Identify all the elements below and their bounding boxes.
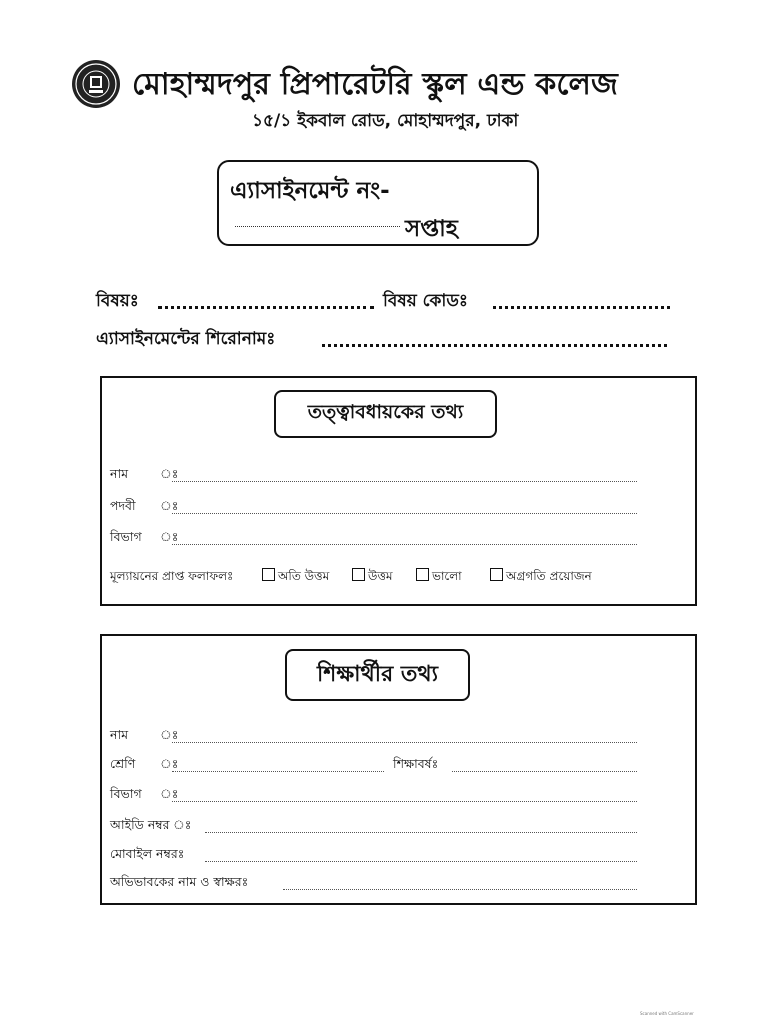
student-heading: শিক্ষার্থীর তথ্য (285, 649, 470, 701)
assignment-number-label: এ্যাসাইনমেন্ট নং- (230, 178, 390, 204)
checkbox-good-label: ভালো (432, 569, 462, 583)
assignment-title-line[interactable] (322, 330, 667, 347)
supervisor-department-colon: ঃ (160, 529, 179, 544)
student-name-field[interactable] (172, 742, 637, 743)
student-name-colon: ঃ (160, 727, 179, 742)
week-number-line[interactable] (235, 226, 400, 227)
checkbox-needs-improvement-label: অগ্রগতি প্রয়োজন (506, 569, 592, 583)
checkbox-excellent-label: অতি উত্তম (278, 569, 330, 583)
supervisor-designation-label: পদবী (110, 498, 136, 513)
checkbox-needs-improvement[interactable] (490, 568, 503, 581)
student-session-field[interactable] (452, 771, 637, 772)
subject-code-label: বিষয় কোডঃ (383, 291, 468, 311)
subject-code-line[interactable] (493, 292, 670, 309)
subject-label: বিষয়ঃ (96, 291, 139, 311)
supervisor-heading: তত্ত্বাবধায়কের তথ্য (274, 390, 497, 438)
supervisor-name-colon: ঃ (160, 466, 179, 481)
supervisor-department-field[interactable] (172, 544, 637, 545)
student-id-field[interactable] (205, 832, 637, 833)
supervisor-name-label: নাম (110, 466, 129, 481)
supervisor-designation-colon: ঃ (160, 498, 179, 513)
student-department-label: বিভাগ (110, 786, 142, 801)
student-class-label: শ্রেণি (110, 756, 136, 771)
guardian-name-signature-label: অভিভাবকের নাম ও স্বাক্ষরঃ (110, 874, 249, 889)
subject-line[interactable] (158, 292, 374, 309)
supervisor-name-field[interactable] (172, 481, 637, 482)
scan-stamp: Scanned with CamScanner (640, 1011, 694, 1016)
student-class-field[interactable] (172, 771, 384, 772)
checkbox-very-good-label: উত্তম (368, 569, 393, 583)
school-address: ১৫/১ ইকবাল রোড, মোহাম্মদপুর, ঢাকা (252, 111, 519, 131)
evaluation-result-label: মূল্যায়নের প্রাপ্ত ফলাফলঃ (110, 569, 234, 583)
week-label: সপ্তাহ (405, 216, 458, 242)
supervisor-designation-field[interactable] (172, 513, 637, 514)
student-session-label: শিক্ষাবর্ষঃ (393, 756, 439, 771)
supervisor-department-label: বিভাগ (110, 529, 142, 544)
checkbox-excellent[interactable] (262, 568, 275, 581)
assignment-title-label: এ্যাসাইনমেন্টের শিরোনামঃ (96, 329, 276, 349)
checkbox-very-good[interactable] (352, 568, 365, 581)
school-name: মোহাম্মদপুর প্রিপারেটরি স্কুল এন্ড কলেজ (132, 67, 619, 102)
student-department-field[interactable] (172, 801, 637, 802)
student-class-colon: ঃ (160, 756, 179, 771)
guardian-name-signature-field[interactable] (283, 889, 637, 890)
student-mobile-label: মোবাইল নম্বরঃ (110, 846, 185, 861)
student-name-label: নাম (110, 727, 129, 742)
student-mobile-field[interactable] (205, 861, 637, 862)
school-crest-icon (72, 60, 120, 108)
student-id-label: আইডি নম্বর ঃ (110, 817, 192, 832)
checkbox-good[interactable] (416, 568, 429, 581)
student-department-colon: ঃ (160, 786, 179, 801)
